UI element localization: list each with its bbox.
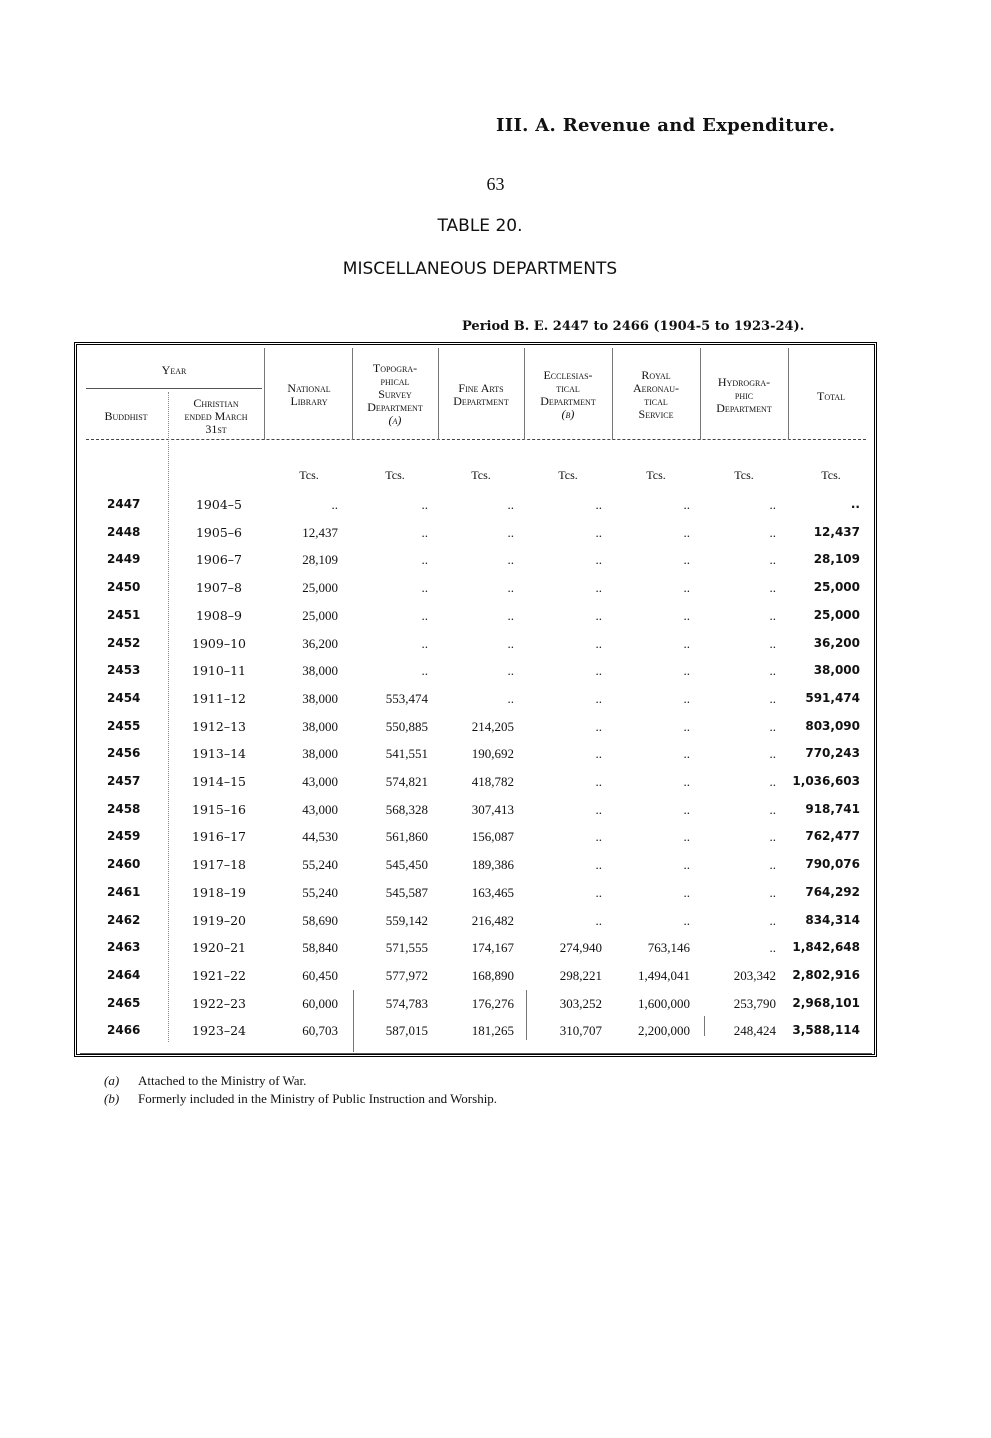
table-row xyxy=(0,968,991,994)
cell-royal: .. xyxy=(683,718,690,734)
cell-buddhist: 2466 xyxy=(107,1023,141,1038)
cell-total: 1,036,603 xyxy=(792,774,860,788)
cell-total: 591,474 xyxy=(805,690,860,705)
header-ecclesiastical: Ecclesias- tical Department (b) xyxy=(540,368,596,421)
header-year: Year xyxy=(161,363,187,377)
table-row xyxy=(0,525,991,551)
cell-royal: .. xyxy=(683,497,690,512)
unit-eccl: Tcs. xyxy=(558,468,578,482)
cell-fine: 307,413 xyxy=(471,801,514,817)
table-title: TABLE 20. xyxy=(437,216,523,236)
cell-total: 28,109 xyxy=(813,552,860,567)
cell-hydro: .. xyxy=(769,940,776,956)
cell-topo: 559,142 xyxy=(385,912,428,928)
cell-royal: .. xyxy=(683,690,690,706)
table-row xyxy=(0,857,991,883)
period-line: Period B. E. 2447 to 2466 (1904-5 to 1923-24). xyxy=(462,319,805,334)
cell-library: 60,450 xyxy=(302,967,338,983)
cell-fine: 190,692 xyxy=(471,746,514,762)
cell-buddhist: 2448 xyxy=(107,524,141,539)
header-fine-arts: Fine Arts Department xyxy=(453,381,509,408)
cell-topo: 587,015 xyxy=(385,1023,428,1039)
cell-library: 55,240 xyxy=(302,884,338,900)
cell-christian: 1913–14 xyxy=(192,746,246,762)
cell-eccl: .. xyxy=(595,690,602,706)
cell-topo: .. xyxy=(421,635,428,651)
cell-royal: .. xyxy=(683,857,690,873)
cell-christian: 1918–19 xyxy=(192,884,246,900)
table-row xyxy=(0,719,991,745)
cell-royal: .. xyxy=(683,774,690,789)
cell-total: .. xyxy=(850,497,860,511)
cell-christian: 1923–24 xyxy=(192,1023,246,1039)
cell-hydro: 203,342 xyxy=(733,967,776,983)
table-subtitle: MISCELLANEOUS DEPARTMENTS xyxy=(342,259,618,279)
cell-fine: 174,167 xyxy=(471,940,514,956)
cell-christian: 1919–20 xyxy=(192,912,246,928)
unit-total: Tcs. xyxy=(821,468,841,482)
cell-buddhist: 2453 xyxy=(107,663,141,678)
cell-fine: 176,276 xyxy=(471,995,514,1011)
cell-hydro: .. xyxy=(769,718,776,734)
cell-christian: 1910–11 xyxy=(192,663,246,679)
table-row xyxy=(0,885,991,911)
cell-buddhist: 2449 xyxy=(107,552,141,567)
cell-hydro: .. xyxy=(769,552,776,568)
cell-library: 60,703 xyxy=(302,1023,338,1039)
cell-eccl: .. xyxy=(595,829,602,845)
cell-topo: 574,821 xyxy=(385,774,428,789)
cell-hydro: .. xyxy=(769,829,776,845)
cell-royal: .. xyxy=(683,635,690,651)
cell-topo: .. xyxy=(421,663,428,679)
cell-eccl: .. xyxy=(595,746,602,762)
cell-christian: 1914–15 xyxy=(192,774,246,789)
table-row xyxy=(0,829,991,855)
cell-buddhist: 2464 xyxy=(107,967,141,982)
cell-library: 58,840 xyxy=(302,940,338,956)
cell-hydro: 253,790 xyxy=(733,995,776,1011)
cell-hydro: .. xyxy=(769,635,776,651)
cell-fine: 163,465 xyxy=(471,884,514,900)
cell-hydro: .. xyxy=(769,884,776,900)
cell-topo: 568,328 xyxy=(385,801,428,817)
cell-total: 834,314 xyxy=(805,912,860,927)
cell-topo: 561,860 xyxy=(385,829,428,845)
cell-eccl: .. xyxy=(595,718,602,734)
table-row xyxy=(0,608,991,634)
cell-library: 25,000 xyxy=(302,580,338,596)
cell-christian: 1911–12 xyxy=(192,690,246,706)
cell-library: 44,530 xyxy=(302,829,338,845)
cell-eccl: .. xyxy=(595,801,602,817)
cell-buddhist: 2461 xyxy=(107,884,141,899)
header-total: Total xyxy=(816,389,846,403)
table-row xyxy=(0,996,991,1022)
cell-topo: .. xyxy=(421,607,428,623)
header-topographical-survey: Topogra- phical Survey Department (a) xyxy=(367,361,423,427)
cell-christian: 1915–16 xyxy=(192,801,246,817)
cell-buddhist: 2447 xyxy=(107,497,141,511)
cell-royal: 763,146 xyxy=(647,940,690,956)
header-national-library: National Library xyxy=(287,381,331,408)
cell-royal: .. xyxy=(683,801,690,817)
cell-eccl: .. xyxy=(595,774,602,789)
cell-christian: 1922–23 xyxy=(192,995,246,1011)
cell-royal: .. xyxy=(683,829,690,845)
cell-eccl: .. xyxy=(595,580,602,596)
cell-total: 2,802,916 xyxy=(792,967,860,982)
cell-hydro: .. xyxy=(769,663,776,679)
cell-topo: 545,587 xyxy=(385,884,428,900)
cell-royal: .. xyxy=(683,607,690,623)
cell-fine: .. xyxy=(507,552,514,568)
cell-eccl: .. xyxy=(595,635,602,651)
cell-library: 38,000 xyxy=(302,746,338,762)
page-number: 63 xyxy=(486,174,505,194)
cell-hydro: 248,424 xyxy=(733,1023,776,1039)
cell-eccl: .. xyxy=(595,663,602,679)
cell-buddhist: 2459 xyxy=(107,829,141,844)
cell-buddhist: 2462 xyxy=(107,912,141,927)
col-sep-2 xyxy=(264,348,265,440)
cell-library: 38,000 xyxy=(302,663,338,679)
cell-total: 12,437 xyxy=(813,524,860,539)
cell-buddhist: 2452 xyxy=(107,635,141,650)
table-row xyxy=(0,497,991,523)
cell-eccl: 298,221 xyxy=(559,967,602,983)
cell-total: 762,477 xyxy=(805,829,860,844)
cell-library: 38,000 xyxy=(302,718,338,734)
cell-buddhist: 2460 xyxy=(107,857,141,872)
cell-total: 38,000 xyxy=(813,663,860,678)
table-row xyxy=(0,636,991,662)
cell-eccl: .. xyxy=(595,524,602,540)
cell-topo: 550,885 xyxy=(385,718,428,734)
unit-royal: Tcs. xyxy=(646,468,666,482)
table-row xyxy=(0,691,991,717)
table-row xyxy=(0,802,991,828)
cell-topo: .. xyxy=(421,580,428,596)
cell-total: 790,076 xyxy=(805,857,860,872)
cell-fine: .. xyxy=(507,580,514,596)
cell-library: 38,000 xyxy=(302,690,338,706)
cell-fine: .. xyxy=(507,663,514,679)
cell-christian: 1907–8 xyxy=(195,580,242,596)
cell-total: 764,292 xyxy=(805,884,860,899)
cell-topo: .. xyxy=(421,497,428,512)
cell-library: 12,437 xyxy=(302,524,338,540)
cell-topo: .. xyxy=(421,524,428,540)
cell-christian: 1908–9 xyxy=(195,607,242,623)
cell-buddhist: 2457 xyxy=(107,774,141,788)
cell-hydro: .. xyxy=(769,690,776,706)
table-row xyxy=(0,746,991,772)
cell-topo: 541,551 xyxy=(385,746,428,762)
table-row xyxy=(0,913,991,939)
cell-topo: 553,474 xyxy=(385,690,428,706)
cell-eccl: .. xyxy=(595,607,602,623)
cell-library: 60,000 xyxy=(302,995,338,1011)
cell-hydro: .. xyxy=(769,524,776,540)
cell-christian: 1917–18 xyxy=(192,857,246,873)
cell-fine: 216,482 xyxy=(471,912,514,928)
cell-fine: 214,205 xyxy=(471,718,514,734)
cell-buddhist: 2458 xyxy=(107,801,141,816)
table-bottom-rule xyxy=(80,1053,872,1054)
cell-royal: .. xyxy=(683,912,690,928)
cell-christian: 1909–10 xyxy=(192,635,246,651)
unit-library: Tcs. xyxy=(299,468,319,482)
cell-library: 43,000 xyxy=(302,774,338,789)
cell-library: 28,109 xyxy=(302,552,338,568)
cell-library: 36,200 xyxy=(302,635,338,651)
unit-topo: Tcs. xyxy=(385,468,405,482)
header-hydrographic: Hydrogra- phic Department xyxy=(716,375,772,415)
cell-total: 25,000 xyxy=(813,580,860,595)
cell-total: 918,741 xyxy=(805,801,860,816)
cell-fine: .. xyxy=(507,497,514,512)
cell-buddhist: 2455 xyxy=(107,718,141,733)
cell-library: .. xyxy=(331,497,338,512)
cell-fine: 181,265 xyxy=(471,1023,514,1039)
unit-hydro: Tcs. xyxy=(734,468,754,482)
cell-fine: 189,386 xyxy=(471,857,514,873)
cell-library: 43,000 xyxy=(302,801,338,817)
cell-eccl: 310,707 xyxy=(559,1023,602,1039)
header-royal-aeronautical: Royal Aeronau- tical Service xyxy=(633,368,679,421)
cell-christian: 1921–22 xyxy=(192,967,246,983)
cell-total: 25,000 xyxy=(813,607,860,622)
cell-royal: .. xyxy=(683,884,690,900)
cell-fine: .. xyxy=(507,524,514,540)
table-row xyxy=(0,663,991,689)
cell-total: 2,968,101 xyxy=(792,995,860,1010)
cell-hydro: .. xyxy=(769,774,776,789)
cell-topo: 545,450 xyxy=(385,857,428,873)
cell-hydro: .. xyxy=(769,857,776,873)
cell-christian: 1905–6 xyxy=(195,524,242,540)
footnote-a: (a) Attached to the Ministry of War. xyxy=(104,1073,307,1088)
cell-royal: 2,200,000 xyxy=(638,1023,690,1039)
cell-buddhist: 2465 xyxy=(107,995,141,1010)
header-bottom-rule xyxy=(86,439,866,440)
cell-eccl: .. xyxy=(595,884,602,900)
table-row xyxy=(0,580,991,606)
cell-total: 770,243 xyxy=(805,746,860,761)
cell-hydro: .. xyxy=(769,607,776,623)
cell-topo: 577,972 xyxy=(385,967,428,983)
cell-fine: .. xyxy=(507,690,514,706)
section-title: III. A. Revenue and Expenditure. xyxy=(496,115,836,136)
header-buddhist: Buddhist xyxy=(104,409,148,423)
cell-hydro: .. xyxy=(769,497,776,512)
cell-eccl: .. xyxy=(595,857,602,873)
cell-hydro: .. xyxy=(769,580,776,596)
cell-topo: .. xyxy=(421,552,428,568)
cell-hydro: .. xyxy=(769,801,776,817)
cell-christian: 1912–13 xyxy=(192,718,246,734)
cell-buddhist: 2451 xyxy=(107,607,141,622)
cell-eccl: .. xyxy=(595,497,602,512)
unit-fine: Tcs. xyxy=(471,468,491,482)
cell-christian: 1906–7 xyxy=(195,552,242,568)
table-row xyxy=(0,1023,991,1049)
cell-fine: 418,782 xyxy=(471,774,514,789)
cell-eccl: .. xyxy=(595,912,602,928)
cell-total: 36,200 xyxy=(813,635,860,650)
cell-royal: 1,494,041 xyxy=(638,967,690,983)
cell-buddhist: 2463 xyxy=(107,940,141,955)
cell-fine: 168,890 xyxy=(471,967,514,983)
cell-buddhist: 2456 xyxy=(107,746,141,761)
cell-fine: .. xyxy=(507,607,514,623)
cell-fine: 156,087 xyxy=(471,829,514,845)
cell-christian: 1920–21 xyxy=(192,940,246,956)
header-christian: Christian ended March 31st xyxy=(184,396,248,436)
cell-topo: 571,555 xyxy=(385,940,428,956)
cell-library: 58,690 xyxy=(302,912,338,928)
cell-royal: .. xyxy=(683,552,690,568)
cell-fine: .. xyxy=(507,635,514,651)
cell-total: 1,842,648 xyxy=(792,940,860,955)
cell-royal: .. xyxy=(683,663,690,679)
cell-eccl: .. xyxy=(595,552,602,568)
cell-christian: 1916–17 xyxy=(192,829,246,845)
cell-eccl: 274,940 xyxy=(559,940,602,956)
footnote-b: (b) Formerly included in the Ministry of Public Instruction and Worship. xyxy=(104,1091,498,1106)
cell-royal: .. xyxy=(683,524,690,540)
cell-buddhist: 2454 xyxy=(107,690,141,705)
table-row xyxy=(0,940,991,966)
cell-buddhist: 2450 xyxy=(107,580,141,595)
cell-hydro: .. xyxy=(769,746,776,762)
cell-total: 3,588,114 xyxy=(792,1023,860,1038)
table-row xyxy=(0,552,991,578)
cell-library: 25,000 xyxy=(302,607,338,623)
cell-royal: .. xyxy=(683,746,690,762)
cell-total: 803,090 xyxy=(805,718,860,733)
year-divider xyxy=(86,388,262,389)
cell-eccl: 303,252 xyxy=(559,995,602,1011)
cell-topo: 574,783 xyxy=(385,995,428,1011)
table-row xyxy=(0,774,991,800)
cell-hydro: .. xyxy=(769,912,776,928)
cell-christian: 1904–5 xyxy=(195,497,242,512)
cell-royal: 1,600,000 xyxy=(638,995,690,1011)
cell-royal: .. xyxy=(683,580,690,596)
cell-library: 55,240 xyxy=(302,857,338,873)
